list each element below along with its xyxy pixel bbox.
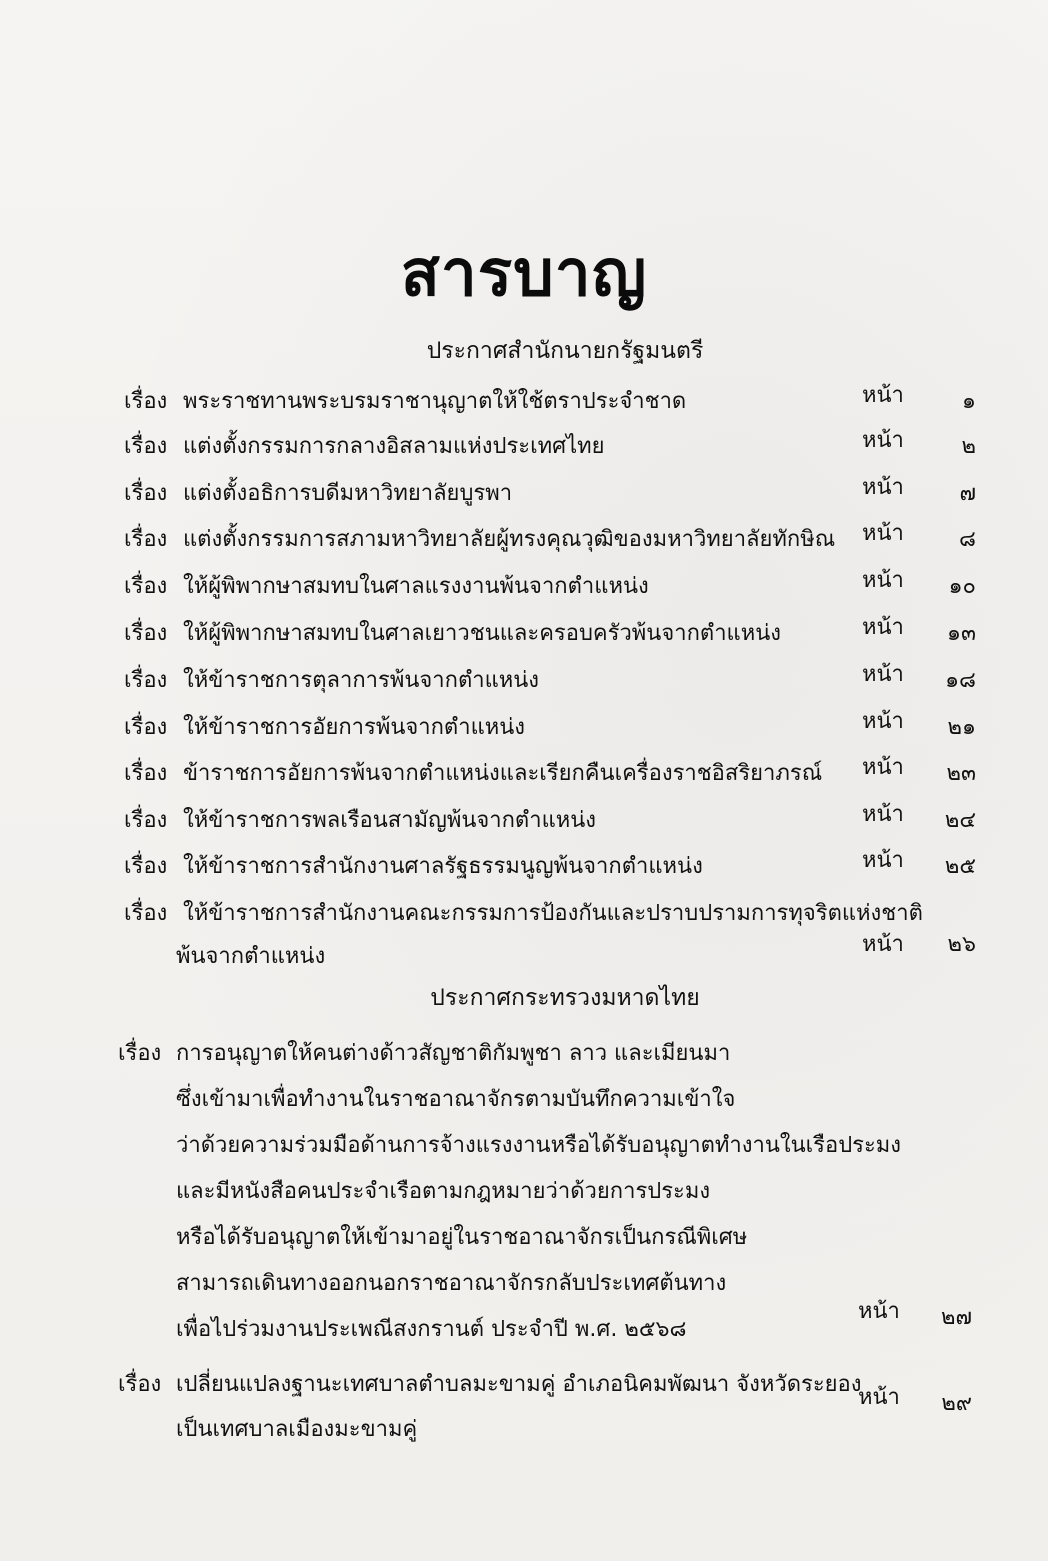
page-label: หน้า [862,383,904,408]
page-number: ๒ [961,434,976,459]
page-label: หน้า [862,568,904,593]
page-label: หน้า [862,521,904,546]
entry-title: แต่งตั้งกรรมการกลางอิสลามแห่งประเทศไทย [183,434,605,459]
entry-title: ให้ข้าราชการสำนักงานศาลรัฐธรรมนูญพ้นจากตำแหน่ง [183,854,703,879]
entry-title: ให้ข้าราชการอัยการพ้นจากตำแหน่ง [183,715,526,740]
toc-entry [0,474,1048,514]
entry-title-continuation: หรือได้รับอนุญาตให้เข้ามาอยู่ในราชอาณาจักรเป็นกรณีพิเศษ [176,1225,748,1250]
entry-keyword: เรื่อง [124,761,168,786]
page-label: หน้า [862,755,904,780]
page-number: ๘ [959,527,976,552]
section-heading-prime-minister-office: ประกาศสำนักนายกรัฐมนตรี [426,338,704,364]
page-label: หน้า [858,1385,900,1410]
entry-title-continuation: และมีหนังสือคนประจำเรือตามกฎหมายว่าด้วยการประมง [176,1179,711,1204]
entry-title-continuation: เพื่อไปร่วมงานประเพณีสงกรานต์ ประจำปี พ.ศ. ๒๕๖๘ [176,1317,687,1342]
page-number: ๒๓ [946,761,976,786]
entry-title: ข้าราชการอัยการพ้นจากตำแหน่งและเรียกคืนเครื่องราชอิสริยาภรณ์ [183,761,823,786]
toc-entry [0,427,1048,467]
entry-title: ให้ข้าราชการตุลาการพ้นจากตำแหน่ง [183,668,540,693]
entry-keyword: เรื่อง [124,715,168,740]
entry-keyword: เรื่อง [124,668,168,693]
page-number: ๒๖ [947,932,976,957]
page-label: หน้า [862,662,904,687]
entry-title-continuation: ซึ่งเข้ามาเพื่อทำงานในราชอาณาจักรตามบันทึกความเข้าใจ [176,1087,736,1112]
page-number: ๑๘ [945,668,976,693]
toc-entry [0,754,1048,794]
entry-keyword: เรื่อง [124,854,168,879]
entry-title: เปลี่ยนแปลงฐานะเทศบาลตำบลมะขามคู่ อำเภอนิคมพัฒนา จังหวัดระยอง [176,1372,862,1397]
entry-title: ให้ผู้พิพากษาสมทบในศาลแรงงานพ้นจากตำแหน่ง [183,574,649,599]
entry-title: ให้ข้าราชการพลเรือนสามัญพ้นจากตำแหน่ง [183,808,597,833]
entry-keyword: เรื่อง [124,808,168,833]
entry-keyword: เรื่อง [124,481,168,506]
entry-keyword: เรื่อง [124,389,168,414]
page-number: ๒๑ [947,715,976,740]
page-number: ๑ [962,389,976,414]
entry-title-continuation: เป็นเทศบาลเมืองมะขามคู่ [176,1417,418,1442]
toc-entry [0,567,1048,607]
toc-entry [0,801,1048,841]
entry-keyword: เรื่อง [124,527,168,552]
page-label: หน้า [862,615,904,640]
entry-title-continuation: ว่าด้วยความร่วมมือด้านการจ้างแรงงานหรือได้รับอนุญาตทำงานในเรือประมง [176,1133,902,1158]
entry-keyword: เรื่อง [124,901,168,926]
entry-title-continuation: สามารถเดินทางออกนอกราชอาณาจักรกลับประเทศต้นทาง [176,1271,727,1296]
entry-keyword: เรื่อง [124,574,168,599]
entry-title-continuation: พ้นจากตำแหน่ง [176,944,326,969]
page-label: หน้า [862,709,904,734]
entry-title: การอนุญาตให้คนต่างด้าวสัญชาติกัมพูชา ลาว และเมียนมา [176,1041,731,1066]
entry-keyword: เรื่อง [118,1041,162,1066]
entry-title: พระราชทานพระบรมราชานุญาตให้ใช้ตราประจำชาด [183,389,687,414]
page-number: ๒๗ [940,1305,972,1330]
toc-entry [0,708,1048,748]
entry-keyword: เรื่อง [118,1372,162,1397]
page-label: หน้า [862,475,904,500]
entry-keyword: เรื่อง [124,621,168,646]
toc-entry [0,1034,1048,1074]
page-label: หน้า [862,802,904,827]
toc-entry [0,520,1048,560]
entry-title: ให้ผู้พิพากษาสมทบในศาลเยาวชนและครอบครัวพ้นจากตำแหน่ง [183,621,782,646]
toc-entry [0,847,1048,887]
toc-entry [0,614,1048,654]
page-number: ๒๕ [944,854,976,879]
entry-title: แต่งตั้งกรรมการสภามหาวิทยาลัยผู้ทรงคุณวุฒิของมหาวิทยาลัยทักษิณ [183,527,836,552]
section-heading-interior-ministry: ประกาศกระทรวงมหาดไทย [430,985,700,1011]
page-label: หน้า [862,932,904,957]
page-number: ๒๔ [944,808,976,833]
page-label: หน้า [858,1299,900,1324]
page-number: ๗ [959,481,976,506]
entry-title: แต่งตั้งอธิการบดีมหาวิทยาลัยบูรพา [183,481,513,506]
page-number: ๒๙ [941,1391,972,1416]
entry-title: ให้ข้าราชการสำนักงานคณะกรรมการป้องกันและปราบปรามการทุจริตแห่งชาติ [183,901,923,926]
toc-entry [0,382,1048,422]
page-label: หน้า [862,428,904,453]
entry-keyword: เรื่อง [124,434,168,459]
page-number: ๑๐ [948,574,976,599]
page-label: หน้า [862,848,904,873]
page-number: ๑๓ [946,621,976,646]
toc-entry [0,661,1048,701]
page-title: สารบาญ [400,237,648,311]
